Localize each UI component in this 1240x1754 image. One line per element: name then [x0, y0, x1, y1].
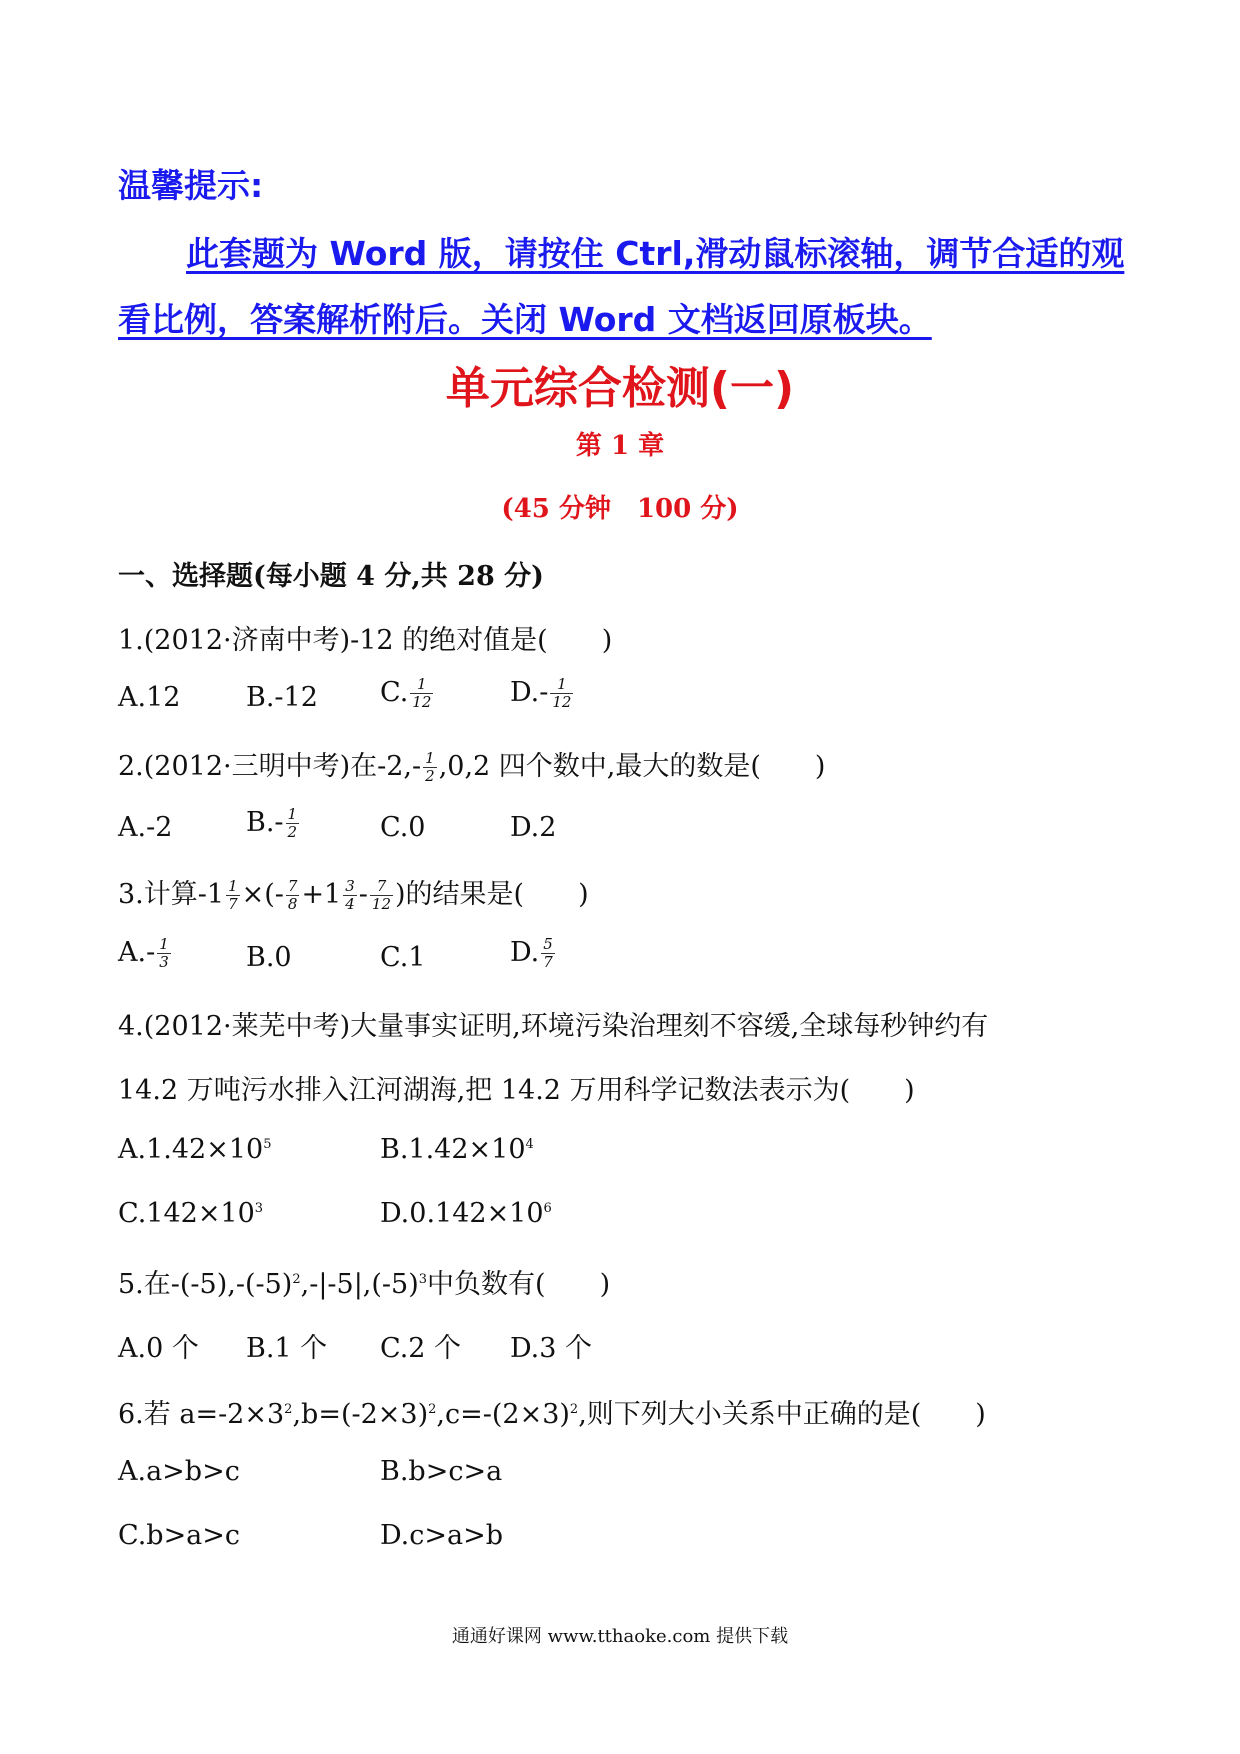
- q4-option-d: $D.0.142\times 10^6$: [380, 1198, 552, 1229]
- question-6: 6.若 $a=-2\times 3^2,b=(-2\times 3)^2,c=-(2\times 3)^2$,则下列大小关系中正确的是( ): [118, 1399, 986, 1430]
- q4-option-a: $A.1.42\times 10^5$: [118, 1134, 272, 1165]
- q6-option-b: B.b>c>a: [380, 1456, 503, 1487]
- q3-option-c: C.1: [380, 942, 426, 973]
- notice-line-1: 此套题为 Word 版，请按住 Ctrl,滑动鼠标滚轴，调节合适的观: [186, 234, 1125, 273]
- duration-label: (45 分钟 100 分): [501, 494, 739, 524]
- footer-credit: 通通好课网 www.tthaoke.com 提供下载: [451, 1626, 789, 1647]
- question-5: 5.在$-(-5),-(-5)^2,-|-5|,(-5)^3$中负数有( ): [118, 1269, 611, 1300]
- q2-option-d: D.2: [510, 812, 557, 843]
- question-1: 1.(2012·济南中考)-12 的绝对值是( ): [118, 625, 613, 656]
- q2-option-b: B.- $\frac{1}{2}$: [246, 805, 298, 841]
- notice-line-2: 看比例，答案解析附后。关闭 Word 文档返回原板块。: [118, 300, 932, 339]
- q3-option-d: D. $\frac{5}{7}$: [510, 935, 553, 971]
- q4-option-b: $B.1.42\times 10^4$: [380, 1134, 534, 1165]
- question-4-line-2: 14.2 万吨污水排入江河湖海,把 14.2 万用科学记数法表示为( ): [118, 1075, 915, 1106]
- q5-option-d: D.3 个: [510, 1333, 593, 1364]
- notice-title: 温馨提示:: [118, 166, 264, 205]
- q4-option-c: $C.142\times 10^3$: [118, 1198, 264, 1229]
- chapter-label: 第 1 章: [575, 431, 665, 461]
- q6-option-d: D.c>a>b: [380, 1520, 504, 1551]
- q1-option-a: A.12: [118, 682, 181, 713]
- question-2: 2.(2012·三明中考)在-2,- $\frac{1}{2}$ ,0,2 四个数中,最大的数是( ): [118, 749, 826, 785]
- q2-option-a: A.-2: [118, 812, 173, 843]
- q3-option-b: B.0: [246, 942, 292, 973]
- q1-option-b: B.-12: [246, 682, 318, 713]
- q2-option-c: C.0: [380, 812, 426, 843]
- question-3: 3.计算-1 $\frac{1}{7}$ ×(- $\frac{7}{8}$ +1 $\frac{3}{4}$ - $\frac{7}{12}$ )的结果是( ): [118, 877, 589, 913]
- q1-option-c: C. $\frac{1}{12}$: [380, 675, 432, 711]
- page-title: 单元综合检测(一): [445, 363, 795, 414]
- q5-option-a: A.0 个: [118, 1333, 199, 1364]
- question-4-line-1: 4.(2012·莱芜中考)大量事实证明,环境污染治理刻不容缓,全球每秒钟约有: [118, 1011, 989, 1042]
- q3-option-a: A.- $\frac{1}{3}$: [118, 935, 169, 971]
- q5-option-c: C.2 个: [380, 1333, 462, 1364]
- q5-option-b: B.1 个: [246, 1333, 328, 1364]
- q1-option-d: D.- $\frac{1}{12}$: [510, 675, 572, 711]
- q6-option-a: A.a>b>c: [118, 1456, 240, 1487]
- section-heading: 一、选择题(每小题 4 分,共 28 分): [118, 561, 544, 592]
- q6-option-c: C.b>a>c: [118, 1520, 241, 1551]
